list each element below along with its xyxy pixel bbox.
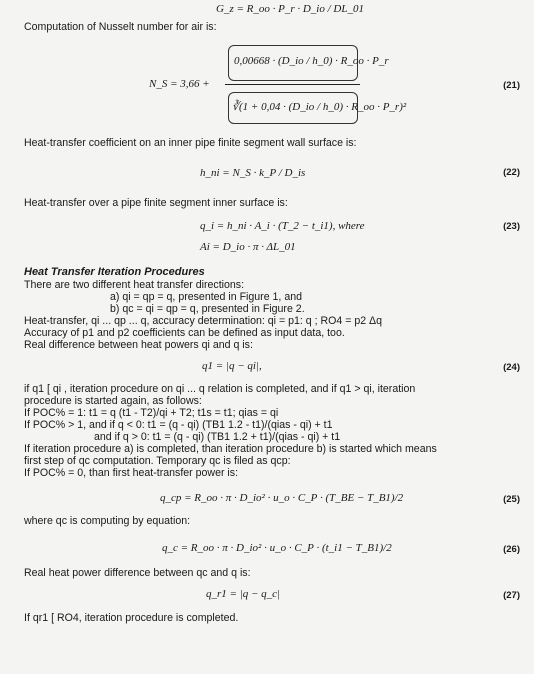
eq-number-21: (21) xyxy=(503,80,520,91)
equation-qcp: q_cp = R_oo · π · D_io² · u_o · C_P · (T_BE − T_B1)/2 xyxy=(160,492,404,504)
text-p9: If POC% > 1, and if q < 0: t1 = (q - qi) (TB1 1.2 - t1)/(qias - qi) + t1 xyxy=(24,419,333,431)
equation-ns-denominator: ∛(1 + 0,04 · (D_io / h_0) · R_oo · P_r)² xyxy=(232,101,407,113)
eq-number-25: (25) xyxy=(503,494,520,505)
text-direction-b: b) qc = qi = qp = q, presented in Figure 2. xyxy=(110,303,305,315)
text-p8: If POC% = 1: t1 = q (t1 - T2)/qi + T2; t1s = t1; qias = qi xyxy=(24,407,279,419)
eq-number-24: (24) xyxy=(503,362,520,373)
text-nusselt-intro: Computation of Nusselt number for air is: xyxy=(24,21,217,33)
text-p7: procedure is started again, as follows: xyxy=(24,395,202,407)
eq-number-27: (27) xyxy=(503,590,520,601)
text-p10: and if q > 0: t1 = (q - qi) (TB1 1.2 + t1)/(qias - qi) + t1 xyxy=(94,431,341,443)
equation-q: q_i = h_ni · A_i · (T_2 − t_i1), where xyxy=(200,220,365,232)
text-h-intro: Heat-transfer coefficient on an inner pipe finite segment wall surface is: xyxy=(24,137,357,149)
text-q-intro: Heat-transfer over a pipe finite segment inner surface is: xyxy=(24,197,288,209)
text-p4: Accuracy of p1 and p2 coefficients can be defined as input data, too. xyxy=(24,327,345,339)
equation-qr1: q_r1 = |q − q_c| xyxy=(206,588,281,600)
eq-number-23: (23) xyxy=(503,221,520,232)
text-p3: Heat-transfer, qi ... qp ... q, accuracy determination: qi = p1: q ; RO4 = p2 Δq xyxy=(24,315,383,327)
text-p12: first step of qc computation. Temporary qc is filed as qcp: xyxy=(24,455,291,467)
fraction-bar xyxy=(225,84,360,85)
text-p11: If iteration procedure a) is completed, than iteration procedure b) is started which means xyxy=(24,443,437,455)
eq-number-26: (26) xyxy=(503,544,520,555)
text-p1: There are two different heat transfer directions: xyxy=(24,279,245,291)
text-p15: Real heat power difference between qc and q is: xyxy=(24,567,251,579)
text-p5: Real difference between heat powers qi and q is: xyxy=(24,339,253,351)
equation-h: h_ni = N_S · k_P / D_is xyxy=(200,167,306,179)
equation-q1: q1 = |q − qi|, xyxy=(202,360,262,372)
section-title: Heat Transfer Iteration Procedures xyxy=(24,266,205,278)
equation-ns-numerator: 0,00668 · (D_io / h_0) · R_oo · P_r xyxy=(234,55,389,67)
equation-qc: q_c = R_oo · π · D_io² · u_o · C_P · (t_i1 − T_B1)/2 xyxy=(162,542,392,554)
text-p6: if q1 [ qi , iteration procedure on qi ... q relation is completed, and if q1 > qi, iteration xyxy=(24,383,416,395)
text-p16: If qr1 [ RO4, iteration procedure is completed. xyxy=(24,612,239,624)
equation-ai: Ai = D_io · π · ΔL_01 xyxy=(200,241,296,253)
text-p13: If POC% = 0, than first heat-transfer power is: xyxy=(24,467,239,479)
eq-number-22: (22) xyxy=(503,167,520,178)
equation-gz: G_z = R_oo · P_r · D_io / DL_01 xyxy=(216,3,364,15)
text-p14: where qc is computing by equation: xyxy=(24,515,191,527)
equation-ns-lhs: N_S = 3,66 + xyxy=(149,78,210,90)
text-direction-a: a) qi = qp = q, presented in Figure 1, and xyxy=(110,291,302,303)
